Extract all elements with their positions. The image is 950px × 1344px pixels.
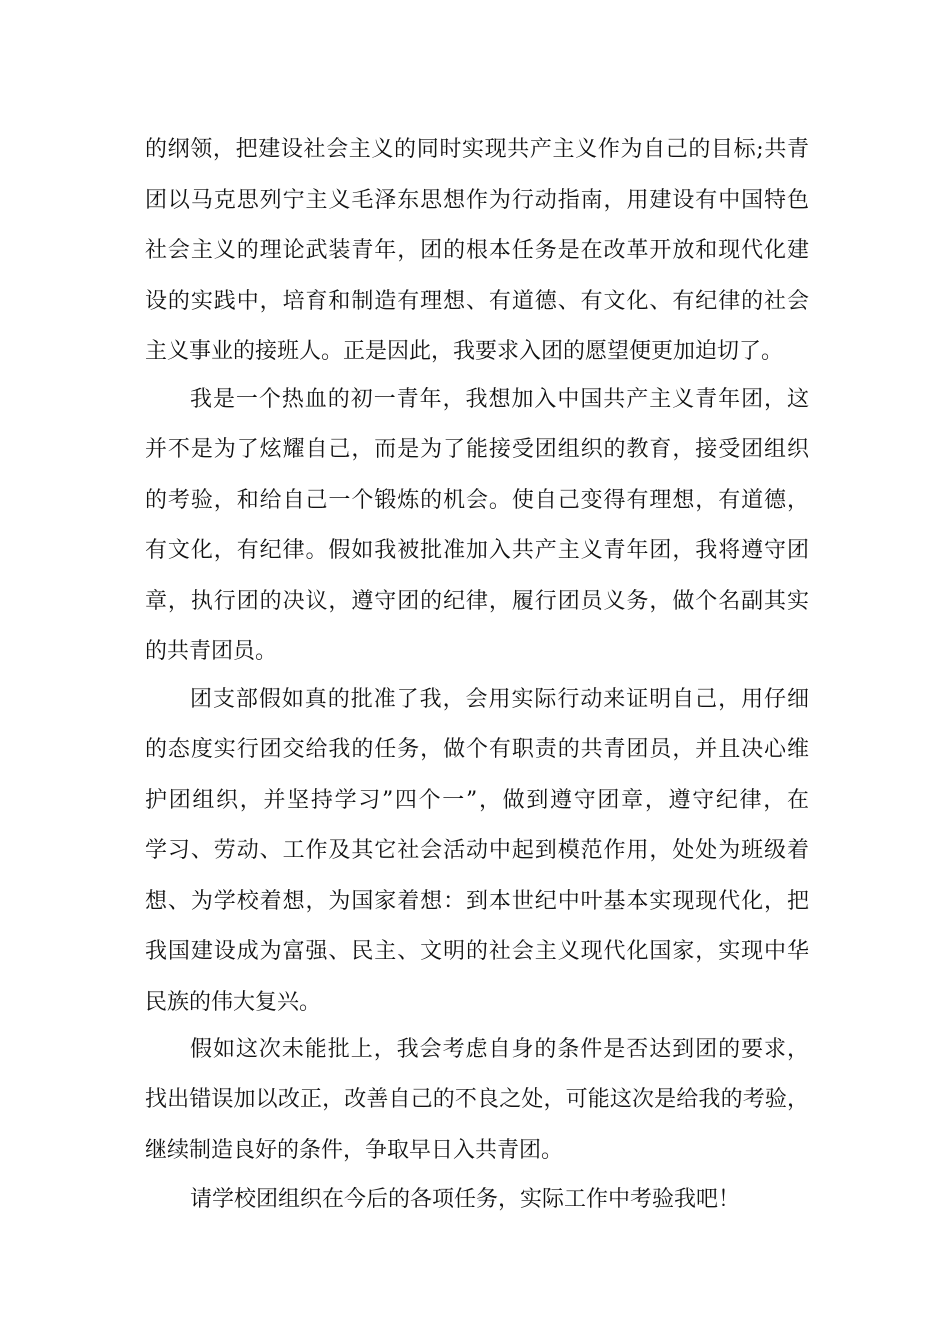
body-text-line: 的纲领，把建设社会主义的同时实现共产主义作为自己的目标;共青 xyxy=(145,137,809,162)
body-text-line: 的态度实行团交给我的任务，做个有职责的共青团员，并且决心维 xyxy=(145,737,809,762)
body-text-line: 继续制造良好的条件，争取早日入共青团。 xyxy=(145,1138,564,1163)
body-text-line: 护团组织，并坚持学习”四个一”，做到遵守团章，遵守纪律，在 xyxy=(145,788,809,813)
body-text-line: 民族的伟大复兴。 xyxy=(145,990,322,1015)
body-text-line: 的共青团员。 xyxy=(145,639,278,664)
body-text-line: 的考验，和给自己一个锻炼的机会。使自己变得有理想，有道德， xyxy=(145,488,809,513)
body-text-line: 章，执行团的决议，遵守团的纪律，履行团员义务，做个名副其实 xyxy=(145,589,809,614)
paragraph-first-line: 我是一个热血的初一青年，我想加入中国共产主义青年团，这 xyxy=(190,387,809,412)
body-text-line: 并不是为了炫耀自己，而是为了能接受团组织的教育，接受团组织 xyxy=(145,437,809,462)
body-text-line: 想、为学校着想，为国家着想：到本世纪中叶基本实现现代化，把 xyxy=(145,889,809,914)
paragraph-first-line: 团支部假如真的批准了我，会用实际行动来证明自己，用仔细 xyxy=(190,687,809,712)
body-text-line: 找出错误加以改正，改善自己的不良之处，可能这次是给我的考验， xyxy=(145,1087,809,1112)
body-text-line: 有文化，有纪律。假如我被批准加入共产主义青年团，我将遵守团 xyxy=(145,538,809,563)
body-text-line: 学习、劳动、工作及其它社会活动中起到模范作用，处处为班级着 xyxy=(145,838,809,863)
paragraph-first-line: 假如这次未能批上，我会考虑自身的条件是否达到团的要求， xyxy=(190,1037,809,1062)
body-text-line: 我国建设成为富强、民主、文明的社会主义现代化国家，实现中华 xyxy=(145,939,809,964)
body-text-line: 主义事业的接班人。正是因此，我要求入团的愿望便更加迫切了。 xyxy=(145,339,784,364)
paragraph-first-line: 请学校团组织在今后的各项任务，实际工作中考验我吧！ xyxy=(190,1187,741,1212)
body-text-line: 社会主义的理论武装青年，团的根本任务是在改革开放和现代化建 xyxy=(145,238,809,263)
body-text-line: 设的实践中，培育和制造有理想、有道德、有文化、有纪律的社会 xyxy=(145,289,809,314)
body-text-line: 团以马克思列宁主义毛泽东思想作为行动指南，用建设有中国特色 xyxy=(145,188,809,213)
